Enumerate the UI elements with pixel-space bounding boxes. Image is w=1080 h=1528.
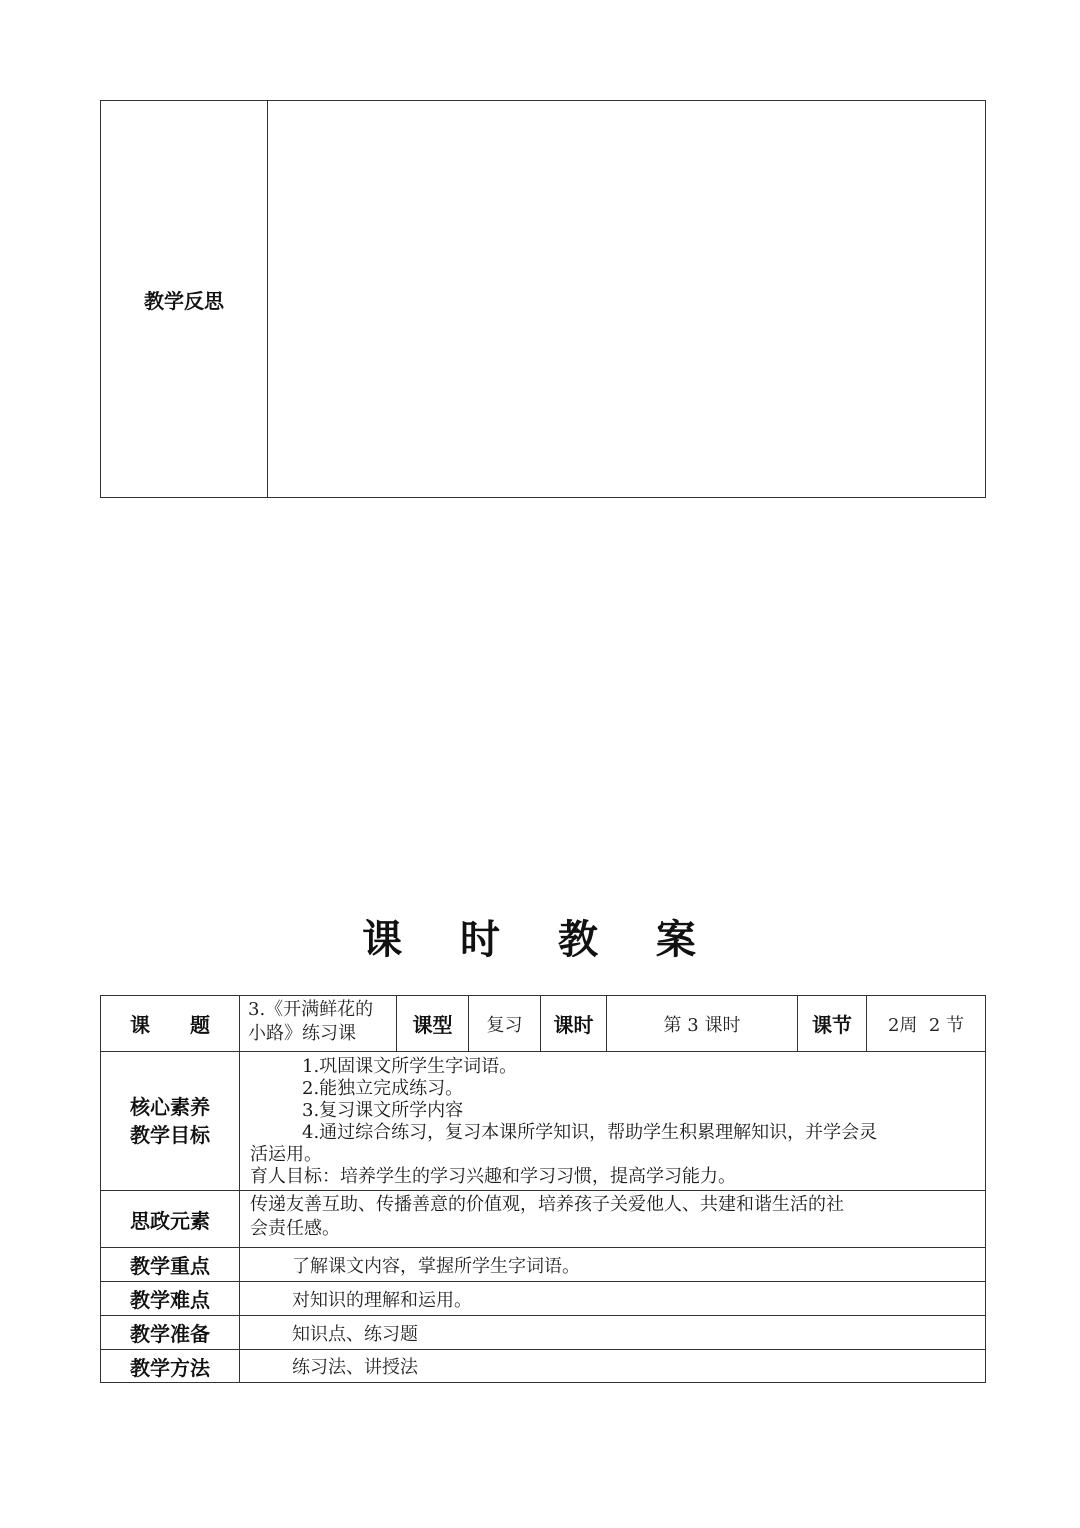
- type-value: 复习: [486, 1014, 523, 1036]
- preparation-label-cell: [100, 1315, 240, 1350]
- topic-line-1: 3.《开满鲜花的: [248, 999, 374, 1020]
- reflection-label-cell: [100, 100, 268, 498]
- goal-item: 1.巩固课文所学生字词语。: [302, 1056, 518, 1077]
- section-value-cell: [866, 995, 986, 1052]
- reflection-label: 教学反思: [144, 288, 224, 313]
- preparation-label: 教学准备: [130, 1322, 210, 1346]
- topic-line-2: 小路》练习课: [248, 1023, 356, 1044]
- goal-item: 2.能独立完成练习。: [302, 1078, 464, 1099]
- type-label: 课型: [412, 1013, 453, 1037]
- key-points-cell: [239, 1247, 986, 1282]
- ideology-label-cell: [100, 1190, 240, 1248]
- goals-cell: [239, 1051, 986, 1191]
- section-label: 课节: [812, 1013, 852, 1037]
- section-label-cell: [797, 995, 867, 1052]
- methods-text: 练习法、讲授法: [292, 1357, 418, 1378]
- goals-label-line-1: 核心素养: [130, 1095, 210, 1119]
- preparation-text: 知识点、练习题: [292, 1323, 418, 1345]
- period-label-cell: [540, 995, 607, 1052]
- period-value-cell: [606, 995, 798, 1052]
- difficulties-label: 教学难点: [130, 1288, 210, 1312]
- key-points-text: 了解课文内容，掌握所学生字词语。: [292, 1255, 580, 1277]
- difficulties-label-cell: [100, 1281, 240, 1316]
- preparation-cell: [239, 1315, 986, 1350]
- goal-item: 活运用。: [250, 1144, 322, 1165]
- period-value: 第 3 课时: [663, 1014, 741, 1036]
- page-title: 课 时 教 案: [362, 917, 718, 963]
- key-points-label: 教学重点: [130, 1254, 210, 1278]
- type-label-cell: [396, 995, 469, 1052]
- topic-cell: [239, 995, 397, 1052]
- subject-label-cell: [100, 995, 240, 1052]
- methods-cell: [239, 1349, 986, 1383]
- difficulties-cell: [239, 1281, 986, 1316]
- ideology-line-1: 传递友善互助、传播善意的价值观，培养孩子关爱他人、共建和谐生活的社: [250, 1194, 844, 1215]
- goal-item: 4.通过综合练习，复习本课所学知识，帮助学生积累理解知识，并学会灵: [302, 1122, 878, 1143]
- goals-label-cell: [100, 1051, 240, 1191]
- methods-label-cell: [100, 1349, 240, 1383]
- key-points-label-cell: [100, 1247, 240, 1282]
- methods-label: 教学方法: [130, 1355, 210, 1380]
- subject-label: 课 题: [130, 1013, 210, 1037]
- ideology-label: 思政元素: [130, 1208, 210, 1233]
- goals-label-line-2: 教学目标: [130, 1123, 210, 1147]
- section-value: 2周 2 节: [887, 1014, 965, 1036]
- period-label: 课时: [553, 1013, 594, 1037]
- ideology-cell: [239, 1190, 986, 1248]
- ideology-line-2: 会责任感。: [250, 1218, 340, 1239]
- type-value-cell: [468, 995, 541, 1052]
- reflection-content-cell: [267, 100, 986, 498]
- difficulties-text: 对知识的理解和运用。: [292, 1289, 472, 1311]
- goal-item: 3.复习课文所学内容: [302, 1100, 464, 1121]
- goal-item: 育人目标：培养学生的学习兴趣和学习习惯，提高学习能力。: [250, 1166, 736, 1187]
